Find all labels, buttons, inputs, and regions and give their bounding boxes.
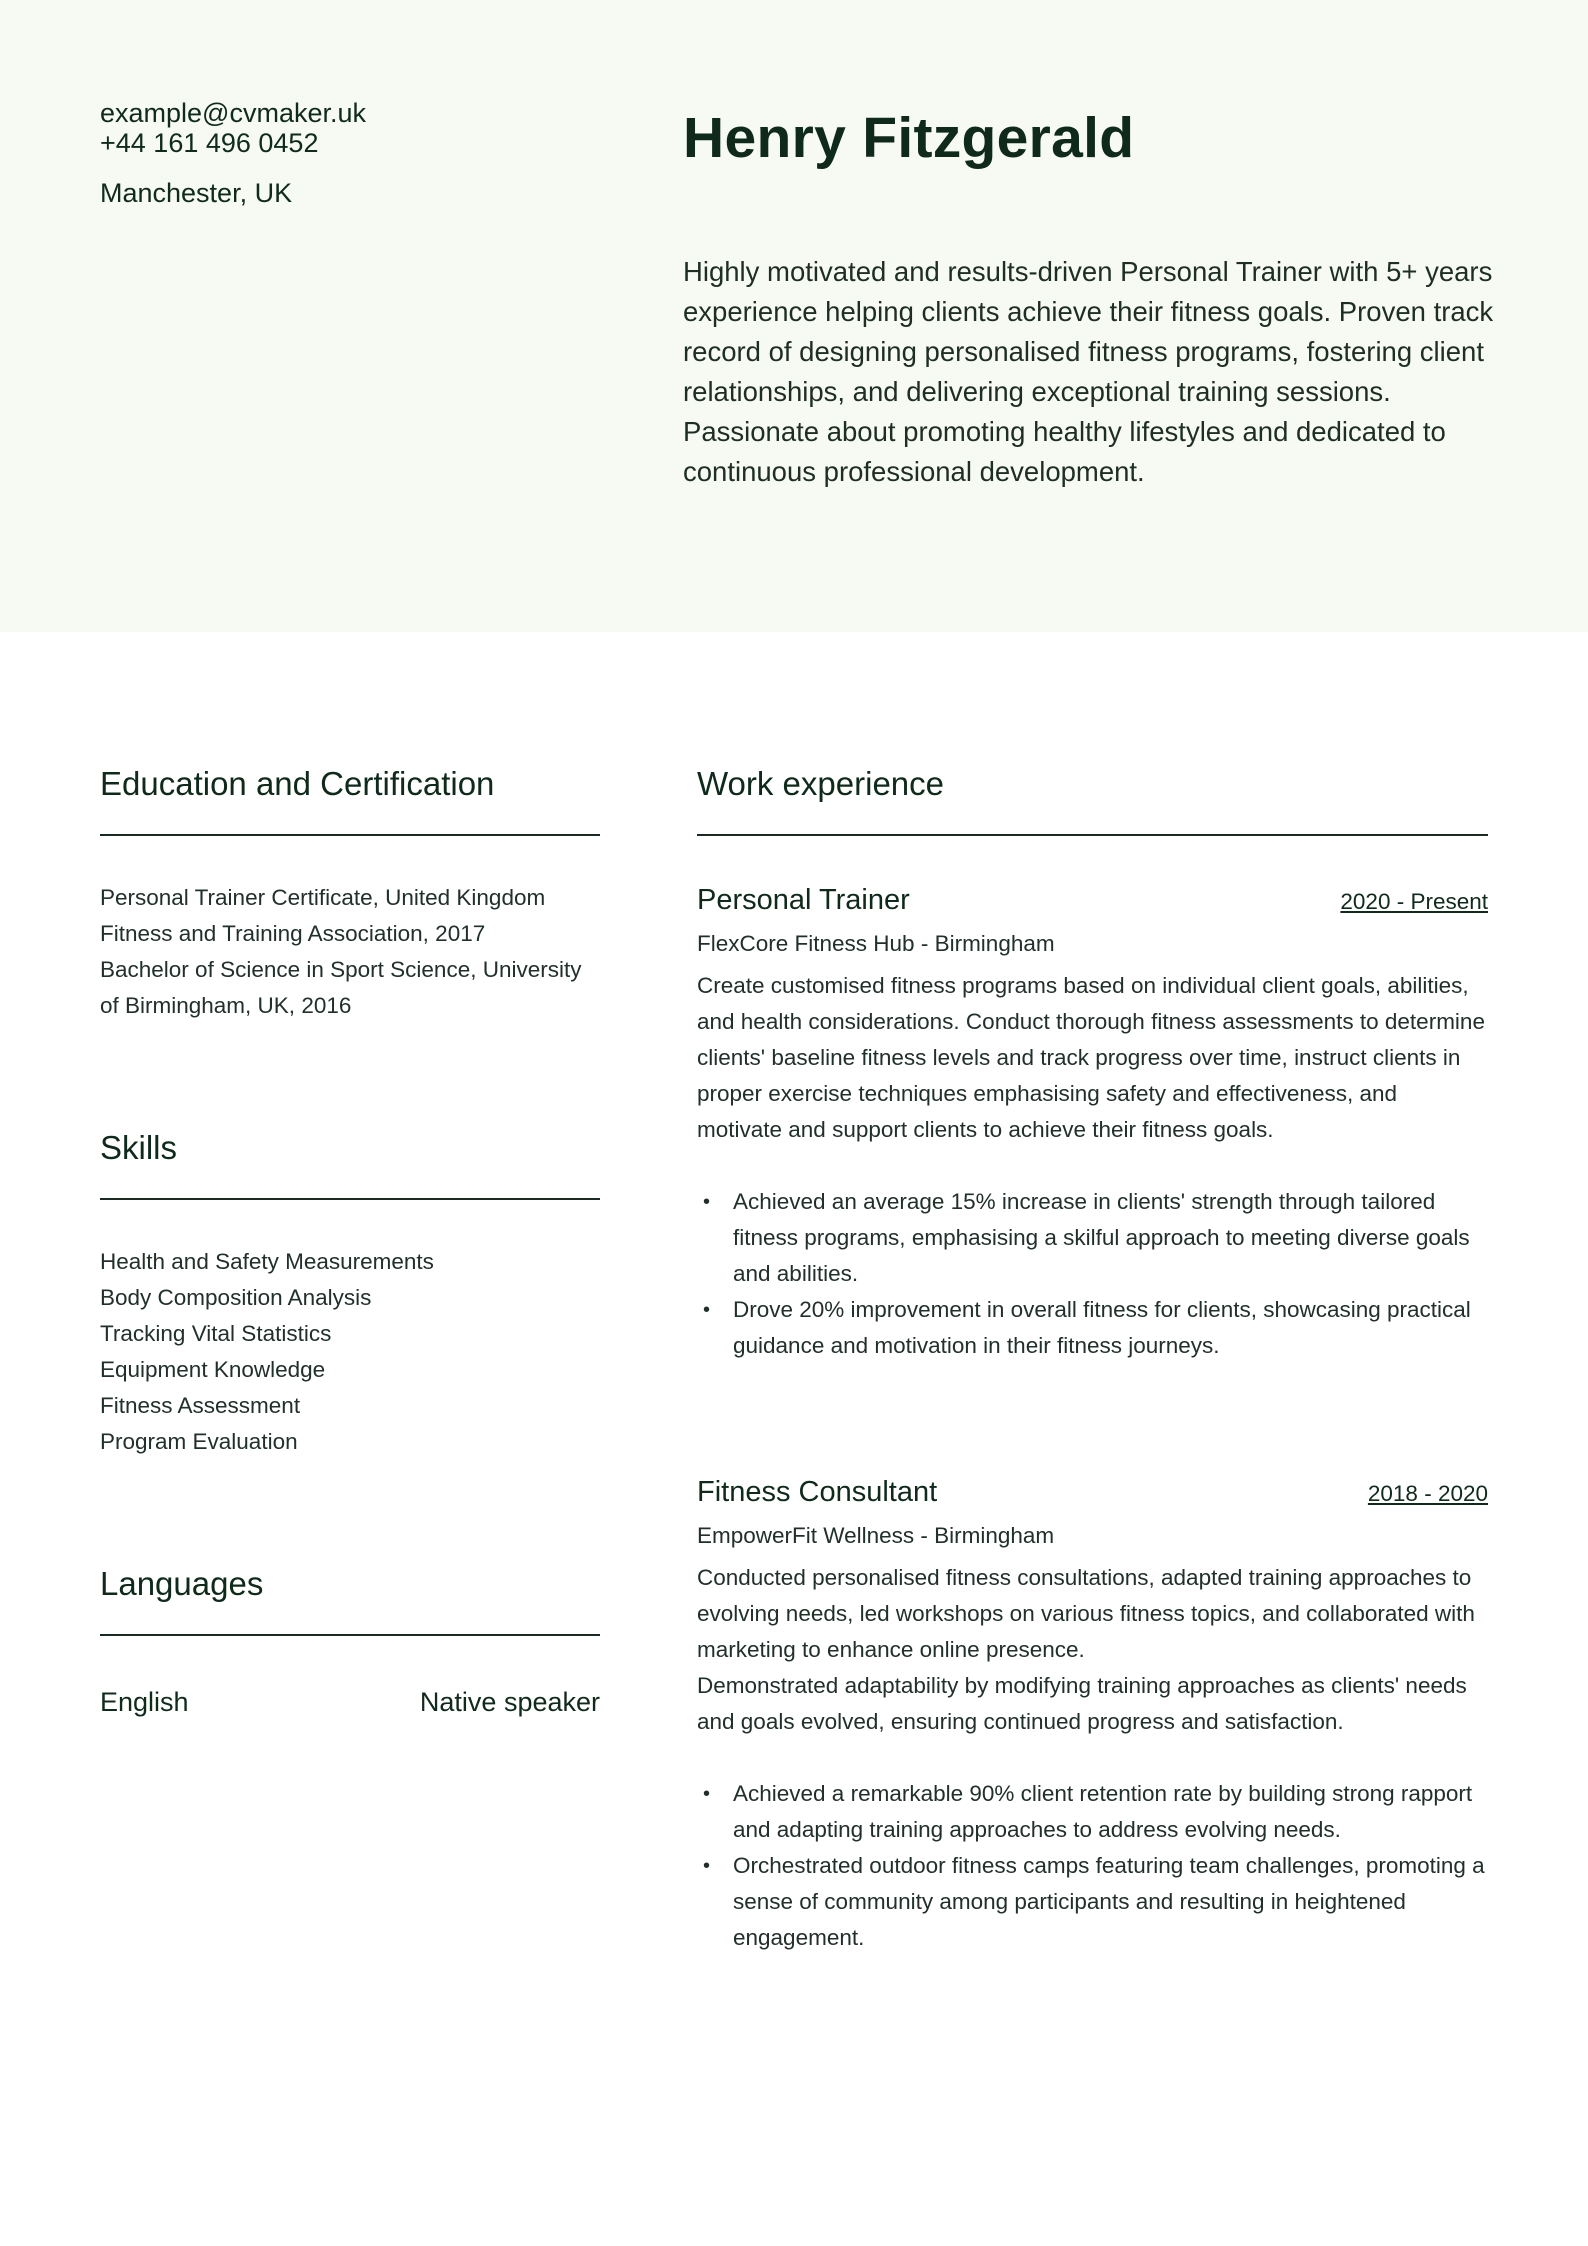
job-title: Fitness Consultant bbox=[697, 1476, 938, 1508]
job-company: FlexCore Fitness Hub - Birmingham bbox=[697, 931, 1055, 956]
profile-summary: Highly motivated and results-driven Personal Trainer with 5+ years experience helping clients achieve their fitness goals. Proven track record of designing personalised fitness programs, fostering client relationships, and delivering exceptional training sessions. Passionate about promoting healthy lifestyles and dedicated to continuous professional development. bbox=[683, 256, 1494, 487]
job-company: EmpowerFit Wellness - Birmingham bbox=[697, 1523, 1055, 1548]
contact-location: Manchester, UK bbox=[100, 178, 293, 208]
education-item: Personal Trainer Certificate, United Kingdom Fitness and Training Association, 2017 bbox=[100, 885, 546, 946]
language-row bbox=[100, 1684, 600, 1720]
contact-block bbox=[100, 98, 620, 208]
job-entry bbox=[697, 1472, 1488, 1956]
skill-item: Tracking Vital Statistics bbox=[100, 1321, 332, 1346]
achievement-item: • Achieved a remarkable 90% client retention rate by building strong rapport and adapting training approaches to address evolving needs. bbox=[697, 1776, 1488, 1848]
section-divider bbox=[100, 1198, 600, 1200]
languages-section bbox=[100, 1560, 600, 1720]
skills-section bbox=[100, 1124, 600, 1460]
achievement-list bbox=[697, 1776, 1488, 1956]
language-name: English bbox=[100, 1687, 189, 1717]
skills-title: Skills bbox=[100, 1129, 178, 1166]
skill-item: Body Composition Analysis bbox=[100, 1285, 372, 1310]
languages-title: Languages bbox=[100, 1565, 264, 1602]
skill-item: Equipment Knowledge bbox=[100, 1357, 326, 1382]
work-section bbox=[697, 760, 1488, 1956]
section-divider bbox=[100, 1634, 600, 1636]
achievement-item: • Drove 20% improvement in overall fitness for clients, showcasing practical guidance and motivation in their fitness journeys. bbox=[697, 1292, 1488, 1364]
job-entry bbox=[697, 880, 1488, 1364]
skill-item: Program Evaluation bbox=[100, 1429, 298, 1454]
right-column bbox=[697, 760, 1488, 1956]
job-title: Personal Trainer bbox=[697, 884, 910, 916]
achievement-item: • Achieved an average 15% increase in clients' strength through tailored fitness programs, emphasising a skilful approach to meeting diverse goals and abilities. bbox=[697, 1184, 1488, 1292]
job-description: Create customised fitness programs based on individual client goals, abilities, and health considerations. Conduct thorough fitness assessments to determine clients' baseline fitness levels and track progress over time, instruct clients in proper exercise techniques emphasising safety and effectiveness, and motivate and support clients to achieve their fitness goals. bbox=[697, 973, 1485, 1142]
job-description: Conducted personalised fitness consultations, adapted training approaches to evolving needs, led workshops on various fitness topics, and collaborated with marketing to enhance online presence. bbox=[697, 1565, 1475, 1662]
section-divider bbox=[100, 834, 600, 836]
skill-item: Health and Safety Measurements bbox=[100, 1249, 434, 1274]
job-dates: 2020 - Present bbox=[1340, 889, 1488, 914]
achievement-item: • Orchestrated outdoor fitness camps featuring team challenges, promoting a sense of community among participants and resulting in heightened engagement. bbox=[697, 1848, 1488, 1956]
education-title: Education and Certification bbox=[100, 765, 495, 802]
work-title: Work experience bbox=[697, 765, 945, 802]
job-dates: 2018 - 2020 bbox=[1367, 1481, 1488, 1506]
achievement-list bbox=[697, 1184, 1488, 1364]
education-item: Bachelor of Science in Sport Science, University of Birmingham, UK, 2016 bbox=[100, 957, 582, 1018]
section-divider bbox=[697, 834, 1488, 836]
education-section bbox=[100, 760, 600, 1024]
contact-phone[interactable]: +44 161 496 0452 bbox=[100, 128, 319, 158]
skill-item: Fitness Assessment bbox=[100, 1393, 301, 1418]
job-description: Demonstrated adaptability by modifying training approaches as clients' needs and goals evolved, ensuring continued progress and satisfaction. bbox=[697, 1673, 1467, 1734]
left-column bbox=[100, 760, 600, 1720]
contact-email[interactable]: example@cvmaker.uk bbox=[100, 98, 367, 128]
candidate-name: Henry Fitzgerald bbox=[683, 106, 1135, 170]
language-level: Native speaker bbox=[419, 1687, 600, 1717]
